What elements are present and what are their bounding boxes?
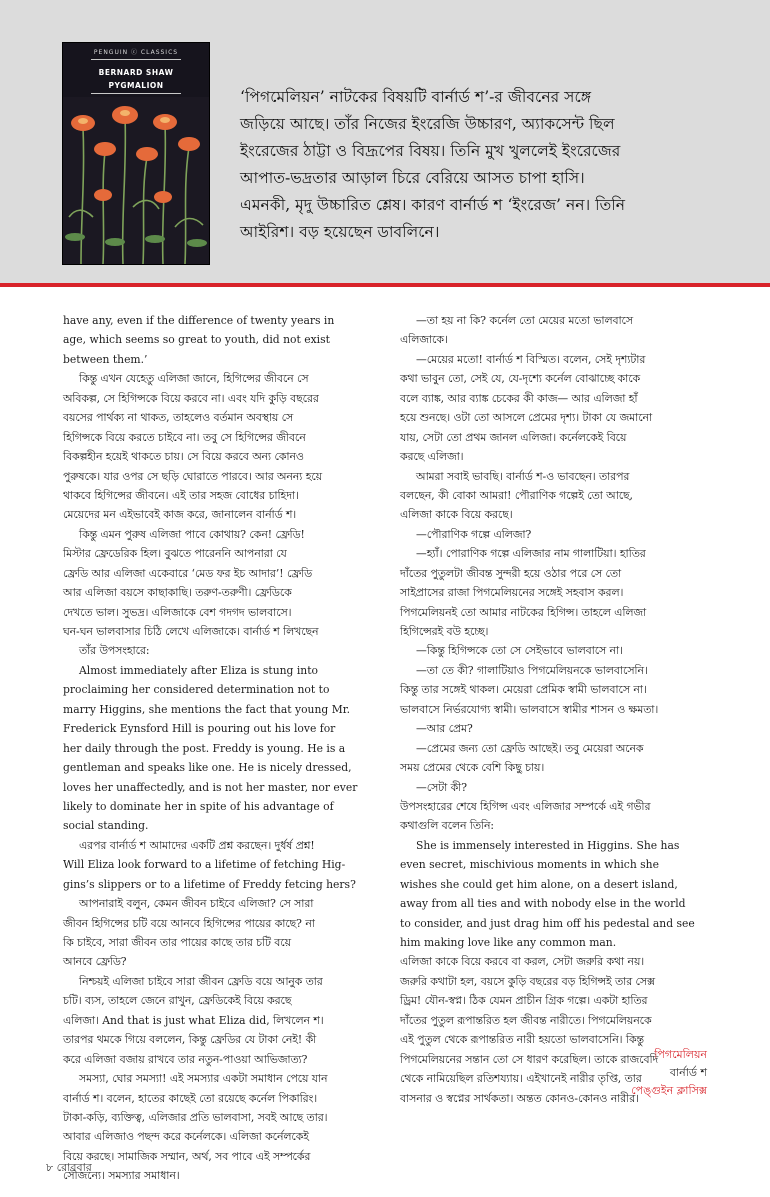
text-line: —তা হয় না কি? কর্নেল তো মেয়ের মতো ভালবাসে [416, 314, 633, 327]
text-line: age, which seems so great to youth, did not exist [63, 333, 330, 347]
page-number-footer: ৮ রোববার [46, 1161, 92, 1174]
text-line: দেখতে ভাল। সুভদ্র। এলিজাকে বেশ গদগদ ভালবাসে। [63, 605, 292, 619]
text-line: —কিন্তু হিগিন্সকে তো সে সেইভাবে ভালবাসে না। [416, 644, 623, 658]
text-line: উপসংহারের শেষে হিগিন্স এবং এলিজার সম্পর্কে এই গভীর [400, 799, 651, 813]
text-line: between them.’ [63, 352, 148, 366]
text-line: —পৌরাণিক গল্পে এলিজা? [416, 527, 532, 541]
text-line: নিশ্চয়ই এলিজা চাইবে সারা জীবন ফ্রেডি বয়ে আনুক তার [79, 974, 323, 988]
credit-author: বার্নার্ড শ [669, 1066, 707, 1079]
quote-line: Almost immediately after Eliza is stung into [79, 663, 318, 677]
text-line: —সেটা কী? [416, 780, 467, 794]
text-line: মেয়েদের মন এইভাবেই কাজ করে, জানালেন বার্নার্ড শ। [63, 508, 297, 522]
text-line: এরপর বার্নার্ড শ আমাদের একটি প্রশ্ন করছেন। দুর্ধর্ষ প্রশ্ন! [79, 838, 315, 852]
text-line: সৌজন্যে। সমস্যার সমাধান। [63, 1169, 180, 1183]
text-line: জরুরি কথাটা হল, বয়সে কুড়ি বছরের বড় হিগিন্সই তার সেক্স [400, 974, 655, 988]
text-line: —প্রেমের জন্য তো ফ্রেডি আছেই। তবু মেয়েরা অনেক [416, 741, 644, 755]
text-line: আর এলিজা বয়সে কাছাকাছি। তরুণ-তরুণী। ফ্রেডিকে [63, 586, 292, 600]
text-line: কিন্তু এখন যেহেতু এলিজা জানে, হিগিন্সের জীবনে সে [79, 372, 309, 386]
text-line: মিস্টার ফ্রেডেরিক হিল। বুঝতে পারেননি আপনারা যে [63, 547, 287, 561]
book-credits [631, 1046, 707, 1100]
text-line: কিন্তু তার সঙ্গেই থাকল। মেয়েরা প্রেমিক স্বামী ভালবাসে না। [400, 683, 647, 697]
text-line: অবিকল্প, সে হিগিন্সকে বিয়ে করবে না। এবং যদি কুড়ি বছরের [63, 391, 319, 405]
text-line: কি চাইবে, সারা জীবন তার পায়ের কাছে তার চটি বয়ে [63, 936, 291, 949]
text-line: বলছেন, কী বোকা আমরা! পৌরাণিক গল্পেই তো আছে, [400, 488, 633, 502]
quote-line: away from all ties and with nobody else in the world [400, 897, 686, 911]
quote-line: wishes she could get him alone, on a desert island, [400, 877, 678, 891]
text-line: কথাগুলি বলেন তিনি: [400, 819, 495, 833]
text-line: ড্রিম! যৌন-স্বপ্ন। ঠিক যেমন প্রাচীন গ্রিক গল্পে। একটা হাতির [400, 994, 648, 1008]
quote-line: social standing. [63, 819, 149, 833]
intro-line: ‘পিগমেলিয়ন’ নাটকের বিষয়টি বার্নার্ড শ’-র জীবনের সঙ্গে [240, 88, 592, 106]
text-line: তাঁর উপসংহারে: [79, 644, 150, 658]
text-line: এলিজাকে। [400, 333, 448, 347]
quote-line: marry Higgins, she mentions the fact that young Mr. [63, 702, 351, 716]
text-line: আবার এলিজাও পছন্দ করে কর্নেলকে। এলিজা কর্নেলকেই [63, 1130, 309, 1144]
text-line: এলিজা। And that is just what Eliza did, লিখলেন শ। [63, 1013, 324, 1027]
quote-line: She is immensely interested in Higgins. She has [416, 838, 680, 852]
quote-line: him making love like any common man. [400, 936, 617, 949]
quote-line: likely to dominate her in spite of his advantage of [63, 799, 334, 813]
article-column-left [63, 311, 408, 1186]
text-line: পুরুষকে। যার ওপর সে ছড়ি ঘোরাতে পারবে। আর অনন্য হয়ে [63, 469, 323, 483]
intro-line: আইরিশ। বড় হয়েছেন ডাবলিনে। [240, 223, 440, 241]
text-line: জীবন হিগিন্সের চটি বয়ে আনবে হিগিন্সের পায়ের কাছে? না [63, 916, 315, 930]
cover-series-label: PENGUIN ⓒ CLASSICS [93, 49, 179, 56]
text-line: —হ্যাঁ। পোরাণিক গল্পে এলিজার নাম গালাটিয়া। হাতির [416, 547, 646, 561]
article-column-right [400, 311, 745, 1108]
quote-line: her daily through the post. Freddy is young. He is a [63, 741, 346, 755]
text-line: ভালবাসে নির্ভরযোগ্য স্বামী। ভালবাসে স্বামীর শাসন ও ক্ষমতা। [400, 702, 659, 716]
intro-line: জড়িয়ে আছে। তাঁর নিজের ইংরেজি উচ্চারণ, অ্যাকসেন্ট ছিল [240, 115, 615, 133]
text-line: সময় প্রেমের থেকে বেশি কিছু চায়। [400, 761, 545, 775]
text-line: দাঁতের পুতুলটা জীবন্ত সুন্দরী হয়ে ওঠার পরে সে তো [400, 566, 622, 580]
text-line: হিগিন্সেরই বউ হচ্ছে। [400, 625, 489, 638]
text-line: have any, even if the difference of twenty years in [63, 314, 335, 327]
text-line: বলে ব্যাঙ্ক, আর ব্যাঙ্ক চেকের কী কাজ— আর এলিজা হাঁ [400, 391, 638, 405]
text-line: দাঁতের পুতুল রূপান্তরিত হল জীবন্ত নারীতে। পিগমেলিয়নকে [400, 1013, 652, 1027]
text-line: —তা তে কী? গালাটিয়াও পিগমেলিয়নকে ভালবাসেনি। [416, 663, 648, 677]
text-line: বিয়ে করছে। সামাজিক সম্মান, অর্থ, সব পাবে এই সম্পর্কের [63, 1149, 311, 1163]
quote-line: loves her unaffectedly, and is not her master, nor ever [63, 780, 358, 794]
text-line: সাইপ্রাসের রাজা পিগমেলিয়নের সঙ্গেই সহবাস করল। [400, 586, 624, 600]
text-line: —মেয়ের মতো! বার্নার্ড শ বিস্মিত। বলেন, সেই দৃশ্যটার [416, 352, 646, 366]
text-line: আমরা সবাই ভাবছি। বার্নার্ড শ-ও ভাবছেন। তারপর [416, 469, 630, 483]
text-line: কথা ভাবুন তো, সেই যে, যে-দৃশ্যে কর্নেল বোঝাচ্ছে কাকে [400, 372, 641, 386]
text-line: সমস্যা, ঘোর সমস্যা! এই সমস্যার একটা সমাধান পেয়ে যান [79, 1072, 328, 1086]
text-line: বয়সের পার্থক্য না থাকত, তাহলেও বর্তমান অবস্থায় সে [63, 411, 294, 425]
text-line: তারপর থমকে গিয়ে বললেন, কিন্তু ফ্রেডির যে টাকা নেই! কী [63, 1033, 317, 1047]
credit-book-title: পিগমেলিয়ন [654, 1048, 707, 1061]
text-line: করছে এলিজা। [400, 450, 464, 464]
text-line: থাকবে হিগিন্সের জীবনে। এই তার সহজ বোধের চাহিদা। [63, 488, 299, 502]
text-line: যায়, সেটা তো প্রথম জানল এলিজা। কর্নেলকেই বিয়ে [400, 430, 627, 444]
quote-line: gins’s slippers or to a lifetime of Freddy fetcing hers? [63, 877, 356, 891]
text-line: টাকা-কড়ি, ব্যক্তিত্ব, এলিজার প্রতি ভালবাসা, সবই আছে তার। [63, 1110, 328, 1124]
text-line: পিগমেলিয়নের সন্তান তো সে ধারণ করেছিল। তাকে রাজবেদি [400, 1052, 659, 1066]
text-line: চটি। ব্যস, তাহলে জেনে রাখুন, ফ্রেডিকেই বিয়ে করছে [63, 994, 292, 1008]
text-line: বিকল্পহীন হয়েই থাকতে চায়। সে বিয়ে করবে অন্য কোনও [63, 450, 304, 464]
book-cover-image [62, 42, 210, 265]
intro-line: ইংরেজের ঠাট্টা ও বিদ্রূপের বিষয়। তিনি মুখ খুললেই ইংরেজের [240, 142, 621, 160]
quote-line: proclaiming her considered determination not to [63, 683, 330, 697]
quote-line: gentleman and speaks like one. He is nicely dressed, [63, 761, 352, 775]
cover-divider [91, 93, 181, 94]
text-line: করে এলিজা বজায় রাখবে তার নতুন-পাওয়া আভিজাত্য? [63, 1052, 308, 1066]
text-line: ফ্রেডি আর এলিজা একেবারে ‘মেড ফর ইচ আদার’! ফ্রেডি [63, 566, 313, 580]
quote-line: even secret, mischivious moments in which she [400, 858, 659, 872]
text-line: ঘন-ঘন ভালবাসার চিঠি লেখে এলিজাকে। বার্নার্ড শ লিখছেন [63, 625, 319, 638]
text-line: আনবে ফ্রেডি? [63, 955, 127, 969]
text-line: —আর প্রেম? [416, 722, 473, 736]
text-line: বাসনার ও স্বপ্নের সার্থকতা। অন্তত কোনও-কোনও নারীর। [400, 1091, 639, 1105]
text-line: থেকে নামিয়েছিল রতিশয্যায়। এইখানেই নারীর তৃপ্তি, তার [400, 1072, 642, 1086]
text-line: হয়ে শুনছে। ওটা তো আসলে প্রেমের দৃশ্য। টাকা যে জমানো [400, 411, 653, 425]
intro-line: আপাত-ভদ্রতার আড়াল চিরে বেরিয়ে আসত চাপা হাসি। [240, 169, 585, 187]
cover-divider [91, 59, 181, 60]
intro-line: এমনকী, মৃদু উচ্চারিত শ্লেষ। কারণ বার্নার্ড শ ‘ইংরেজ’ নন। তিনি [240, 196, 626, 214]
poppy-artwork [63, 97, 209, 264]
credit-publisher: পেঙ্গুইন ক্লাসিক্স [631, 1084, 707, 1097]
intro-paragraph [240, 84, 710, 246]
text-line: হিগিন্সকে বিয়ে করতে চাইবে না। তবু সে হিগিন্সের জীবনে [63, 430, 306, 444]
text-line: আপনারাই বলুন, কেমন জীবন চাইবে এলিজা? সে সারা [79, 897, 314, 911]
text-line: এই পুতুল থেকে রূপান্তরিত নারী হয়তো ভালবাসেনি। কিন্তু [400, 1033, 644, 1047]
header-band [0, 0, 770, 287]
cover-author: BERNARD SHAW [98, 68, 174, 77]
text-line: এলিজা কাকে বিয়ে করছে। [400, 508, 513, 522]
quote-line: Frederick Eynsford Hill is pouring out his love for [63, 722, 336, 736]
text-line: এলিজা কাকে বিয়ে করবে বা করল, সেটা জরুরি কথা নয়। [400, 955, 645, 969]
text-line: পিগমেলিয়নই তো আমার নাটকের হিগিন্স। তাহলে এলিজা [400, 605, 647, 619]
quote-line: to consider, and just drag him off his pedestal and see [400, 916, 695, 930]
quote-line: Will Eliza look forward to a lifetime of fetching Hig- [63, 858, 346, 872]
cover-title: PYGMALION [108, 81, 164, 90]
text-line: কিন্তু এমন পুরুষ এলিজা পাবে কোথায়? কেন! ফ্রেডি! [79, 527, 305, 541]
text-line: বার্নার্ড শ। বলেন, হাতের কাছেই তো রয়েছে কর্নেল পিকারিং। [63, 1091, 318, 1105]
